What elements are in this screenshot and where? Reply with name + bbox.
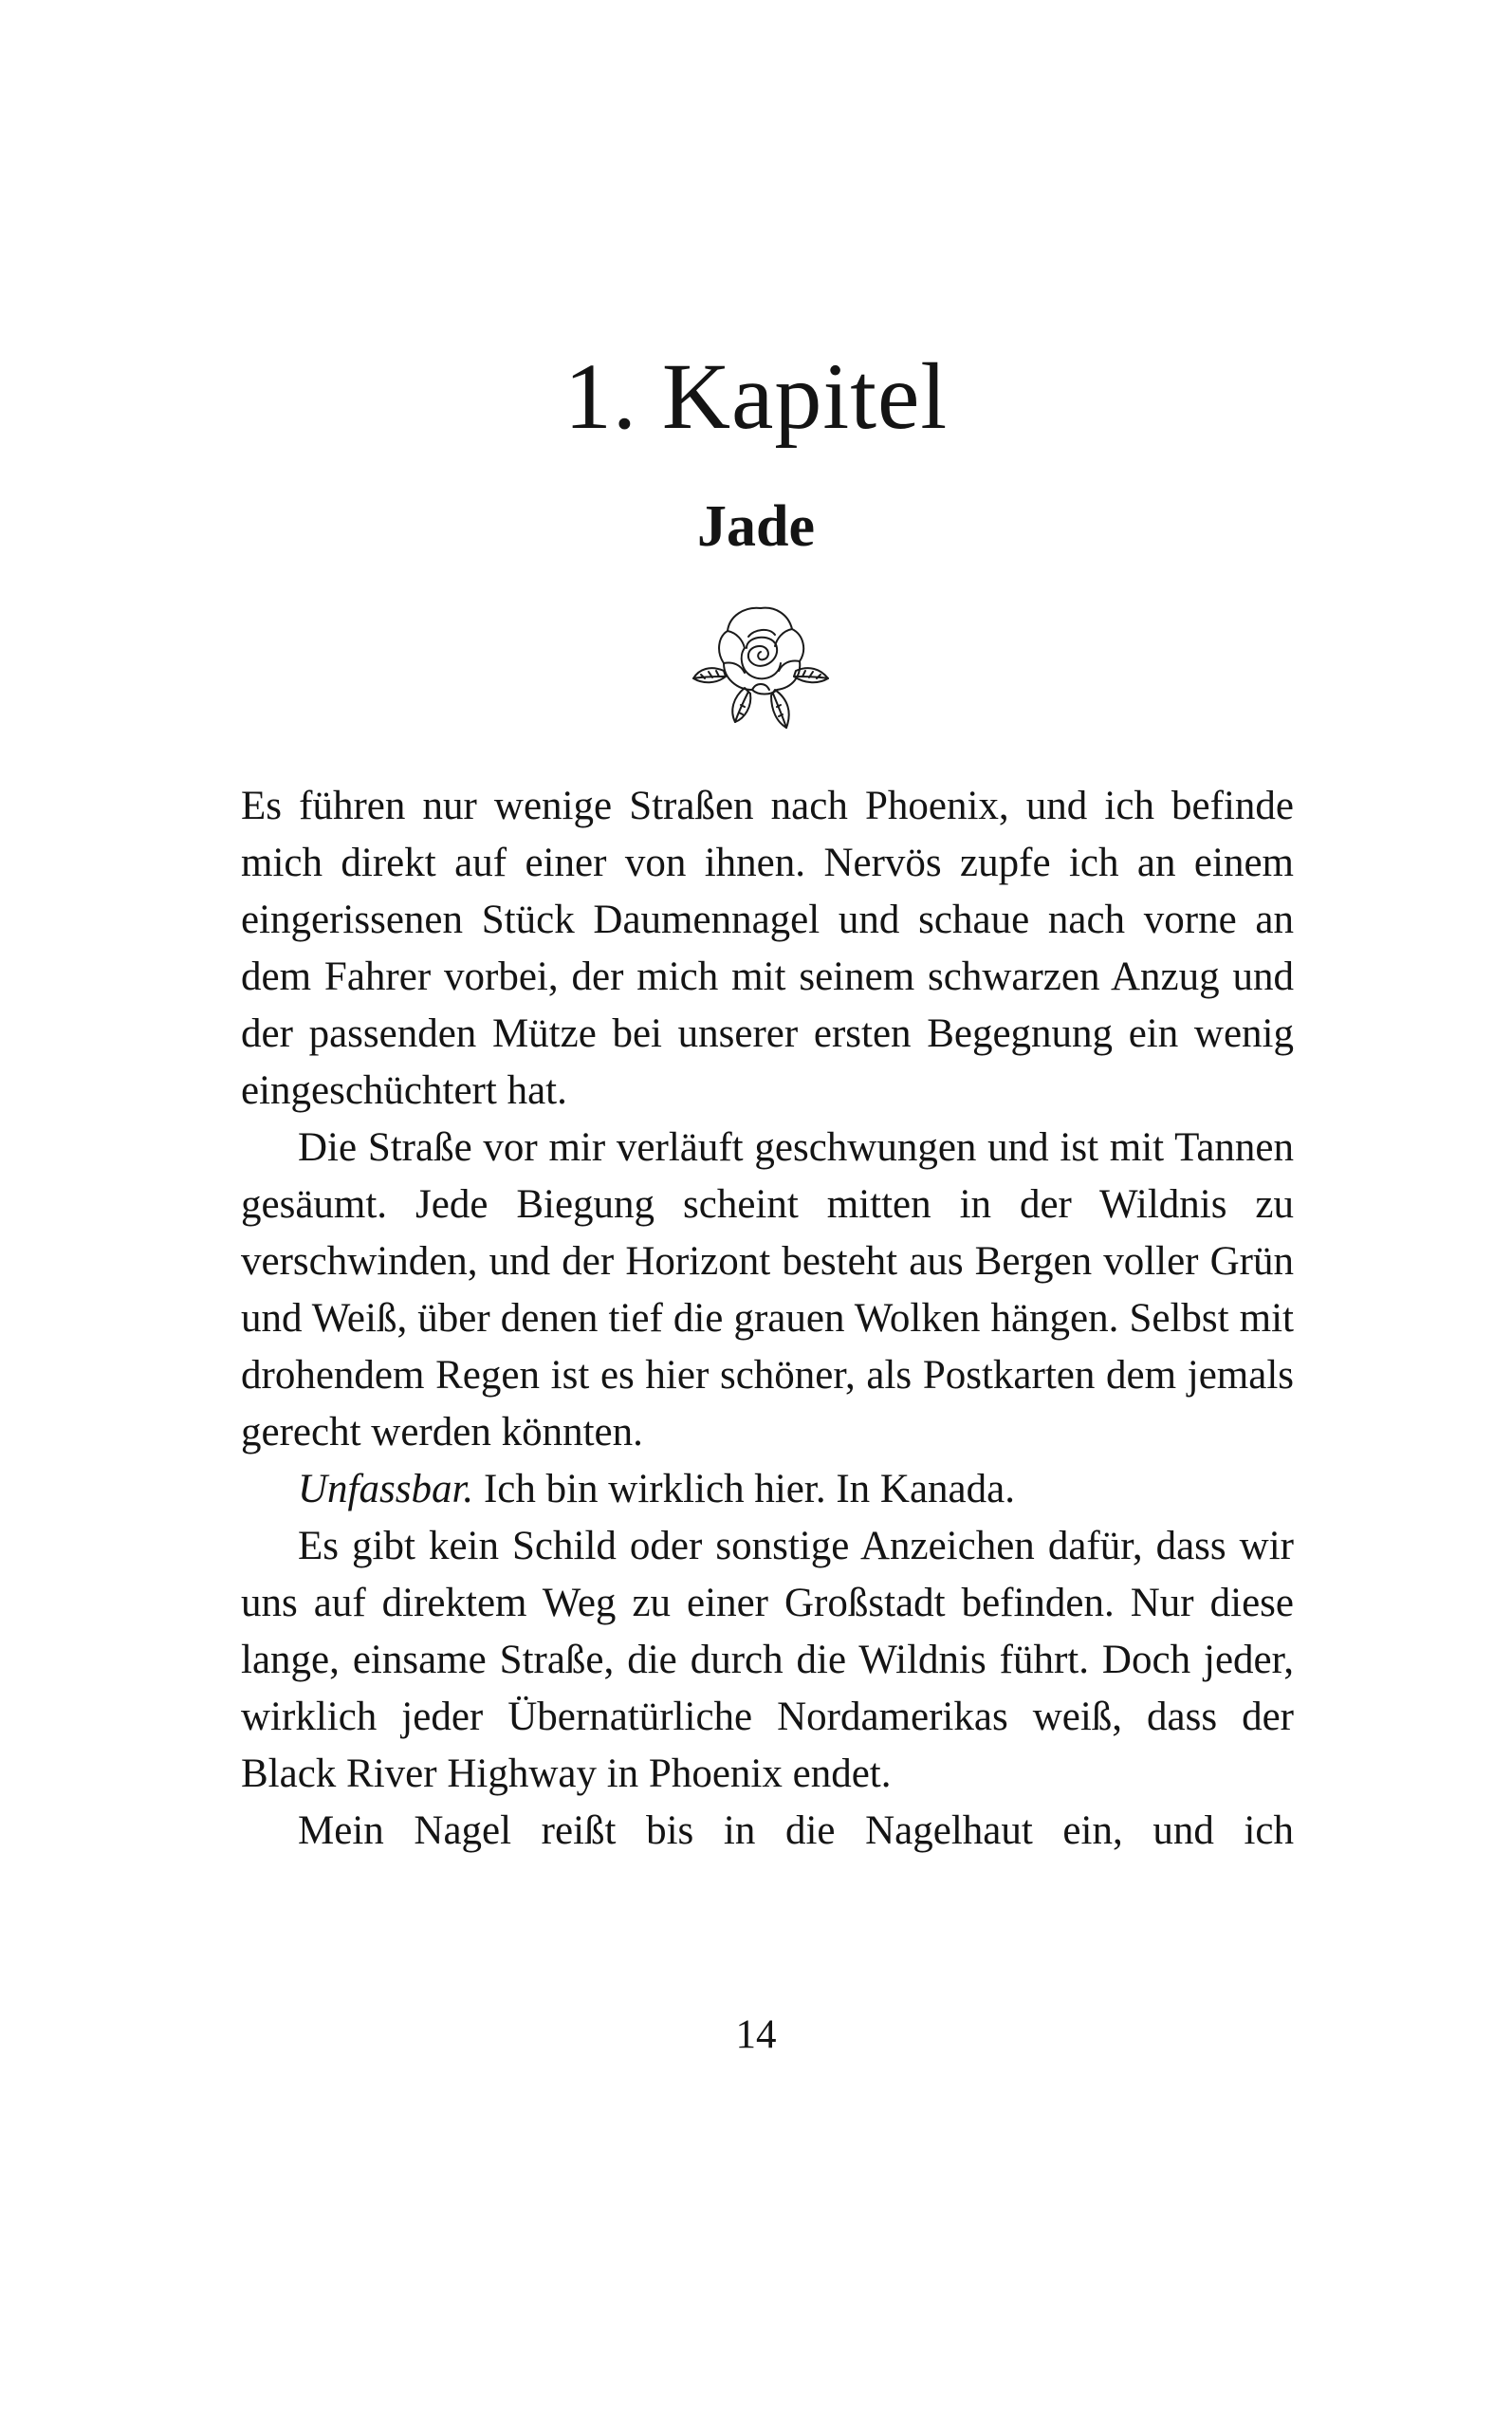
paragraph-text: Ich bin wirklich hier. In Kanada. — [473, 1467, 1015, 1511]
paragraph: Mein Nagel reißt bis in die Nagelhaut ein, und ich — [298, 1808, 1294, 1853]
chapter-body — [241, 778, 1294, 1860]
paragraph: Die Straße vor mir verläuft geschwungen und ist mit Tannen gesäumt. Jede Biegung scheint mitten in der Wildnis zu verschwinden, und der Horizont besteht aus Bergen voller Grün und Weiß, über denen tief die grauen Wolken hängen. Selbst mit drohendem Regen ist es hier schöner, als Postkarten dem jemals gerecht werden könnten. — [241, 1125, 1294, 1455]
rose-icon — [690, 595, 832, 737]
italic-emphasis: Unfassbar. — [298, 1467, 474, 1511]
paragraph — [241, 1461, 1294, 1518]
chapter-subtitle: Jade — [697, 494, 815, 559]
page-number: 14 — [735, 2012, 777, 2057]
chapter-title: 1. Kapitel — [563, 343, 949, 449]
paragraph: Es führen nur wenige Straßen nach Phoenix, und ich befinde mich direkt auf einer von ihnen. Nervös zupfe ich an einem eingerissenen Stück Daumennagel und schaue nach vorne an dem Fahrer vorbei, der mich mit seinem schwarzen Anzug und der passenden Mütze bei unserer ersten Begegnung ein wenig eingeschüchtert hat. — [241, 784, 1294, 1113]
paragraph: Es gibt kein Schild oder sonstige Anzeichen dafür, dass wir uns auf direktem Weg zu einer Großstadt befinden. Nur diese lange, einsame Straße, die durch die Wildnis führt. Doch jeder, wirklich jeder Übernatürliche Nordamerikas weiß, dass der Black River Highway in Phoenix endet. — [241, 1524, 1294, 1796]
